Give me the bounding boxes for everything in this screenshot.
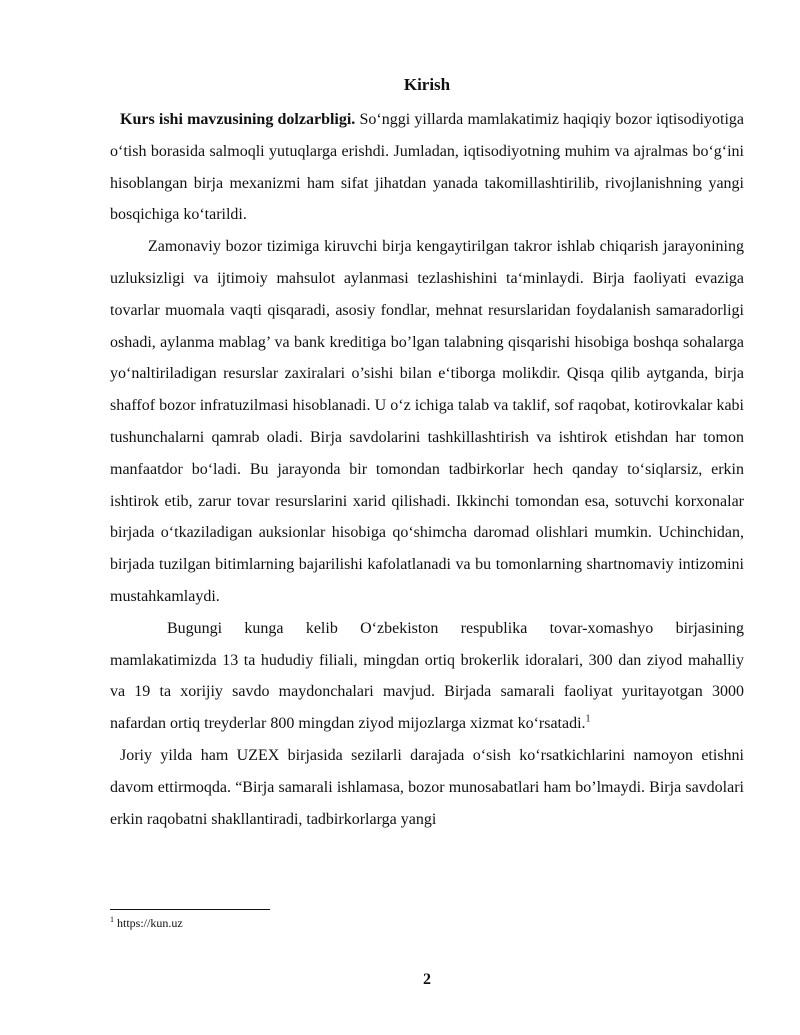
body-text — [110, 104, 744, 835]
paragraph-uzbekistan-exchange — [110, 613, 744, 740]
paragraph-text: Joriy yilda ham UZEX birjasida sezilarli darajada o‘sish ko‘rsatkichlarini namoyon etishni davom ettirmoqda. “Birja samarali ishlamasa, bozor munosabatlari ham bo’lmaydi. Birja savdolari erkin raqobatni shakllantiradi, tadbirkorlarga yangi — [110, 746, 744, 828]
paragraph-relevance — [110, 104, 744, 231]
footnote-reference[interactable]: 1 — [585, 713, 591, 725]
paragraph-modern-exchange — [110, 231, 744, 613]
paragraph-lead-heading: Kurs ishi mavzusining dolzarbligi. — [120, 111, 356, 128]
section-title: Kirish — [403, 75, 451, 94]
footnote-link[interactable]: https://kun.uz — [114, 916, 183, 930]
page-number: 2 — [423, 971, 431, 988]
paragraph-text: So‘nggi yillarda mamlakatimiz haqiqiy bozor iqtisodiyotiga o‘tish borasida salmoqli yutuqlarga erishdi. Jumladan, iqtisodiyotning muhim va ajralmas bo‘g‘ini hisoblangan birja mexanizmi ham sifat jihatdan yanada takomillashtirilib, rivojlanishning yangi bosqichiga ko‘tarildi. — [110, 111, 744, 224]
paragraph-text: Bugungi kunga kelib O‘zbekiston respublika tovar-xomashyo birjasining mamlakatimizda 13 ta hududiy filiali, mingdan ortiq brokerlik idoralari, 300 dan ziyod mahalliy va 19 ta xorijiy savdo maydonchalari mavjud. Birjada samarali faoliyat yuritayotgan 3000 nafardan ortiq treyderlar 800 mingdan ziyod mijozlarga xizmat ko‘rsatadi. — [110, 619, 744, 733]
footnote — [110, 915, 510, 931]
footnote-divider — [110, 909, 270, 910]
footnote-number: 1 — [110, 915, 114, 924]
paragraph-uzex-growth — [110, 740, 744, 835]
paragraph-text: Zamonaviy bozor tizimiga kiruvchi birja kengaytirilgan takror ishlab chiqarish jarayonining uzluksizligi va ijtimoiy mahsulot aylanmasi tezlashishini ta‘minlaydi. Birja faoliyati evaziga tovarlar muomala vaqti qisqaradi, asosiy fondlar, mehnat resurslaridan foydalanish samaradorligi oshadi, aylanma mablag’ va bank kreditiga bo’lgan talabning qisqarishi hisobiga boshqa sohalarga yo‘naltiriladigan resurslar zaxiralari o’sishi bilan e‘tiborga molikdir. Qisqa qilib aytganda, birja shaffof bozor infratuzilmasi hisoblanadi. U o‘z ichiga talab va taklif, sof raqobat, kotirovkalar kabi tushunchalarni qamrab oladi. Birja savdolarini tashkillashtirish va ishtirok etishdan har tomon manfaatdor bo‘ladi. Bu jarayonda bir tomondan tadbirkorlar hech qanday to‘siqlarsiz, erkin ishtirok etib, zarur tovar resurslarini xarid qilishadi. Ikkinchi tomondan esa, sotuvchi korxonalar birjada o‘tkaziladigan auksionlar hisobiga qo‘shimcha daromad olishlari mumkin. Uchinchidan, birjada tuzilgan bitimlarning bajarilishi kafolatlanadi va bu tomonlarning shartnomaviy intizomini mustahkamlaydi. — [110, 238, 744, 605]
